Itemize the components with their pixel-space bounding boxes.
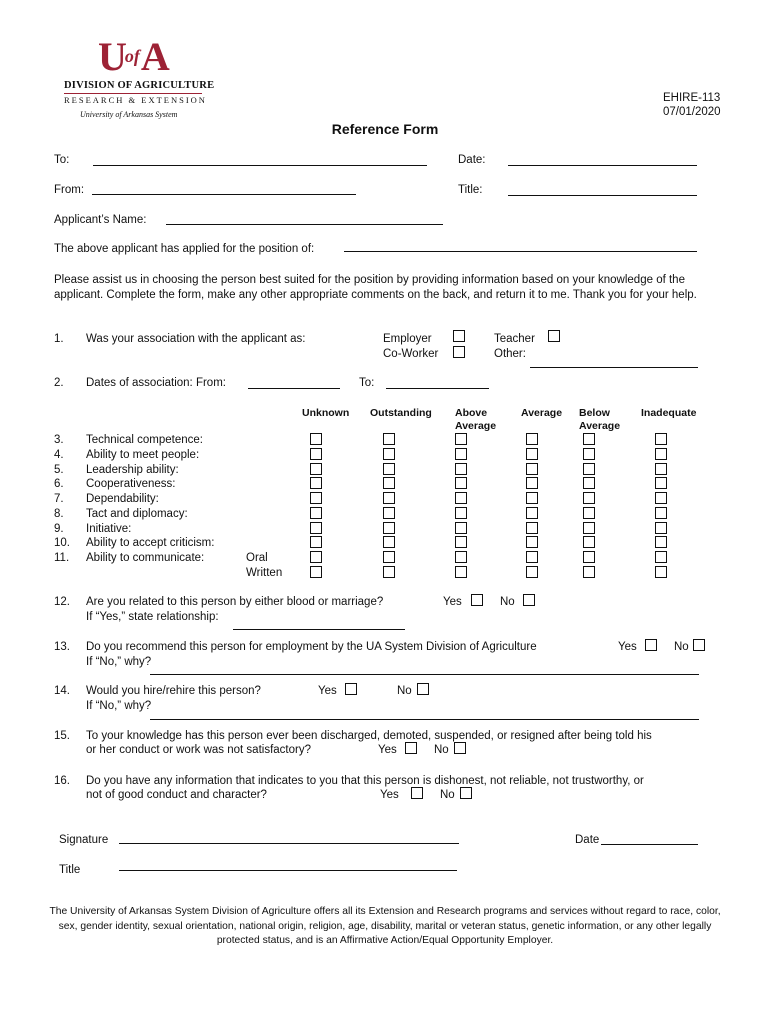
q16-number: 16. [54, 775, 70, 787]
form-date: 07/01/2020 [663, 106, 721, 118]
rating-checkbox-unknown[interactable] [310, 492, 322, 504]
rating-item-label: Leadership ability: [86, 463, 179, 476]
rating-checkbox-unknown[interactable] [310, 433, 322, 445]
rating-checkbox-outstanding[interactable] [383, 536, 395, 548]
from-label: From: [54, 184, 85, 196]
q1-number: 1. [54, 333, 64, 345]
signature-field[interactable] [119, 843, 459, 844]
rating-checkbox-above-average[interactable] [455, 448, 467, 460]
q12-relationship-field[interactable] [233, 629, 405, 630]
rating-checkbox-above-average[interactable] [455, 522, 467, 534]
rating-checkbox-inadequate[interactable] [655, 492, 667, 504]
q12-yes-label: Yes [443, 596, 462, 608]
to-field[interactable] [93, 165, 427, 166]
q13-no-checkbox[interactable] [693, 639, 705, 651]
rating-checkbox-below-average[interactable] [583, 536, 595, 548]
q16-yes-checkbox[interactable] [411, 787, 423, 799]
oral-label: Oral [246, 552, 268, 564]
rating-checkbox-unknown[interactable] [310, 551, 322, 563]
rating-checkbox-above-average[interactable] [455, 507, 467, 519]
rating-checkbox-unknown[interactable] [310, 477, 322, 489]
applicant-field[interactable] [166, 224, 443, 225]
rating-checkbox-average[interactable] [526, 477, 538, 489]
position-label: The above applicant has applied for the position of: [54, 243, 315, 255]
signature-title-field[interactable] [119, 870, 457, 871]
rating-item-number: 4. [54, 448, 64, 461]
q13-yes-label: Yes [618, 641, 637, 653]
form-code: EHIRE-113 [663, 92, 721, 104]
rating-checkbox-outstanding[interactable] [383, 507, 395, 519]
q1-coworker-label: Co-Worker [383, 348, 439, 360]
logo-division: DIVISION OF AGRICULTURE [64, 80, 215, 91]
q1-employer-checkbox[interactable] [453, 330, 465, 342]
q12-yes-checkbox[interactable] [471, 594, 483, 606]
rating-checkbox-above-average[interactable] [455, 492, 467, 504]
q16-no-checkbox[interactable] [460, 787, 472, 799]
rating-checkbox-average[interactable] [526, 433, 538, 445]
rating-checkbox-unknown[interactable] [310, 448, 322, 460]
to-label: To: [54, 154, 70, 166]
rating-checkbox-above-average[interactable] [455, 433, 467, 445]
rating-checkbox-average[interactable] [526, 448, 538, 460]
rating-checkbox-inadequate[interactable] [655, 566, 667, 578]
rating-item-label: Cooperativeness: [86, 478, 176, 491]
rating-item-label: Ability to meet people: [86, 448, 200, 461]
rating-checkbox-average[interactable] [526, 536, 538, 548]
q12-no-checkbox[interactable] [523, 594, 535, 606]
rating-checkbox-inadequate[interactable] [655, 536, 667, 548]
q16-no-label: No [440, 789, 455, 801]
rating-checkbox-outstanding[interactable] [383, 433, 395, 445]
col-below-average: Below Average [579, 407, 621, 432]
q1-text: Was your association with the applicant as: [86, 333, 306, 345]
rating-checkbox-below-average[interactable] [583, 477, 595, 489]
q16-text-line1: Do you have any information that indicates to you that this person is dishonest, not reliable, not trustworthy, or [86, 775, 644, 787]
q14-number: 14. [54, 685, 70, 697]
q14-yes-label: Yes [318, 685, 337, 697]
rating-item-number: 3. [54, 434, 64, 446]
rating-checkbox-average[interactable] [526, 566, 538, 578]
q13-number: 13. [54, 641, 70, 653]
applicant-label: Applicant’s Name: [54, 214, 147, 226]
rating-checkbox-outstanding[interactable] [383, 463, 395, 475]
q1-coworker-checkbox[interactable] [453, 346, 465, 358]
rating-checkbox-average[interactable] [526, 507, 538, 519]
rating-checkbox-above-average[interactable] [455, 551, 467, 563]
q12-text: Are you related to this person by either blood or marriage? [86, 596, 384, 608]
q15-text-line2: or her conduct or work was not satisfactory? [86, 744, 311, 756]
q15-no-checkbox[interactable] [454, 742, 466, 754]
rating-checkbox-below-average[interactable] [583, 463, 595, 475]
q13-yes-checkbox[interactable] [645, 639, 657, 651]
rating-checkbox-below-average[interactable] [583, 551, 595, 563]
q15-yes-checkbox[interactable] [405, 742, 417, 754]
rating-checkbox-above-average[interactable] [455, 566, 467, 578]
rating-checkbox-inadequate[interactable] [655, 507, 667, 519]
rating-item-label: Tact and diplomacy: [86, 507, 188, 520]
page-title: Reference Form [331, 121, 439, 137]
date-field[interactable] [508, 165, 697, 166]
q12-number: 12. [54, 596, 70, 608]
col-above-average: Above Average [455, 407, 497, 432]
rating-checkbox-outstanding[interactable] [383, 477, 395, 489]
q1-employer-label: Employer [383, 333, 432, 345]
rating-checkbox-above-average[interactable] [455, 536, 467, 548]
q1-teacher-label: Teacher [494, 333, 535, 345]
q13-text: Do you recommend this person for employment by the UA System Division of Agriculture [86, 641, 537, 653]
position-field[interactable] [344, 251, 697, 252]
rating-item-label: Technical competence: [86, 434, 203, 446]
date-label: Date: [458, 154, 486, 166]
rating-item-number: 5. [54, 463, 64, 476]
rating-checkbox-average[interactable] [526, 463, 538, 475]
q14-no-label: No [397, 685, 412, 697]
logo-monogram: $U^{of}A$ [98, 34, 167, 79]
rating-checkbox-outstanding[interactable] [383, 566, 395, 578]
rating-checkbox-unknown[interactable] [310, 522, 322, 534]
q12-no-label: No [500, 596, 515, 608]
q2-to-label: To: [359, 377, 375, 389]
rating-checkbox-average[interactable] [526, 492, 538, 504]
rating-item-number: 11. [54, 552, 70, 564]
q13-follow: If “No,” why? [86, 656, 152, 668]
q14-text: Would you hire/rehire this person? [86, 685, 261, 697]
q2-number: 2. [54, 377, 64, 389]
q1-teacher-checkbox[interactable] [548, 330, 560, 342]
from-field[interactable] [92, 194, 356, 195]
rating-checkbox-unknown[interactable] [310, 536, 322, 548]
rating-item-number: 9. [54, 522, 64, 535]
rating-checkbox-outstanding[interactable] [383, 522, 395, 534]
rating-checkbox-inadequate[interactable] [655, 522, 667, 534]
rating-item-label: Ability to accept criticism: [86, 537, 215, 550]
logo-research: RESEARCH & EXTENSION [64, 95, 207, 105]
q15-no-label: No [434, 744, 449, 756]
rating-checkbox-below-average[interactable] [583, 433, 595, 445]
logo-system: University of Arkansas System [80, 110, 178, 119]
rating-item-number: 10. [54, 537, 70, 550]
title-label: Title: [458, 184, 483, 196]
rating-item-number: 6. [54, 478, 64, 491]
logo-rule [64, 93, 202, 94]
rating-checkbox-average[interactable] [526, 522, 538, 534]
q15-yes-label: Yes [378, 744, 397, 756]
rating-checkbox-unknown[interactable] [310, 566, 322, 578]
rating-checkbox-above-average[interactable] [455, 477, 467, 489]
rating-checkbox-average[interactable] [526, 551, 538, 563]
q16-yes-label: Yes [380, 789, 399, 801]
title-field[interactable] [508, 195, 697, 196]
rating-checkbox-above-average[interactable] [455, 463, 467, 475]
col-outstanding: Outstanding [370, 407, 432, 419]
q1-other-field[interactable] [530, 367, 698, 368]
col-unknown: Unknown [302, 407, 350, 419]
rating-checkbox-inadequate[interactable] [655, 463, 667, 475]
intro-paragraph: Please assist us in choosing the person best suited for the position by providing information based on your knowledge of the applicant. Complete the form, make any other appropriate comments on the back, and return it to me. Thank you for your help. [54, 274, 697, 301]
q15-text-line1: To your knowledge has this person ever been discharged, demoted, suspended, or resigned after being told his [86, 730, 652, 742]
q13-why-field[interactable] [150, 674, 699, 675]
rating-checkbox-inadequate[interactable] [655, 448, 667, 460]
q16-text-line2: not of good conduct and character? [86, 789, 267, 801]
rating-item-label: Initiative: [86, 522, 132, 535]
rating-checkbox-inadequate[interactable] [655, 551, 667, 563]
rating-item-number: 8. [54, 507, 64, 520]
rating-checkbox-below-average[interactable] [583, 507, 595, 519]
signature-title-label: Title [59, 864, 81, 876]
rating-checkbox-inadequate[interactable] [655, 477, 667, 489]
rating-item-number: 7. [54, 493, 64, 505]
q1-other-label: Other: [494, 348, 526, 360]
rating-checkbox-below-average[interactable] [583, 566, 595, 578]
rating-item-label: Dependability: [86, 493, 159, 505]
rating-checkbox-below-average[interactable] [583, 522, 595, 534]
signature-date-label: Date [575, 834, 600, 846]
q12-follow: If “Yes,” state relationship: [86, 611, 219, 623]
rating-checkbox-unknown[interactable] [310, 507, 322, 519]
rating-checkbox-below-average[interactable] [583, 492, 595, 504]
signature-label: Signature [59, 834, 109, 846]
written-label: Written [246, 567, 283, 579]
equal-opportunity-statement: The University of Arkansas System Division of Agriculture offers all its Extension and Research programs and services without regard to race, color, sex, gender identity, sexual orientation, national origin, religion, age, disability, marital or veteran status, genetic information, or any other legally protected status, and is an Affirmative Action/Equal Opportunity Employer. [49, 906, 721, 946]
q14-yes-checkbox[interactable] [345, 683, 357, 695]
q2-to-field[interactable] [386, 388, 489, 389]
q13-no-label: No [674, 641, 689, 653]
signature-date-field[interactable] [601, 844, 698, 845]
q14-follow: If “No,” why? [86, 700, 152, 712]
q14-no-checkbox[interactable] [417, 683, 429, 695]
q2-text: Dates of association: From: [86, 377, 226, 389]
rating-checkbox-below-average[interactable] [583, 448, 595, 460]
rating-checkbox-outstanding[interactable] [383, 448, 395, 460]
rating-item-label: Ability to communicate: [86, 552, 205, 564]
rating-checkbox-unknown[interactable] [310, 463, 322, 475]
q15-number: 15. [54, 730, 70, 742]
rating-checkbox-outstanding[interactable] [383, 551, 395, 563]
rating-checkbox-inadequate[interactable] [655, 433, 667, 445]
col-inadequate: Inadequate [641, 407, 697, 419]
q2-from-field[interactable] [248, 388, 340, 389]
q14-why-field[interactable] [150, 719, 699, 720]
rating-checkbox-outstanding[interactable] [383, 492, 395, 504]
col-average: Average [521, 407, 563, 419]
